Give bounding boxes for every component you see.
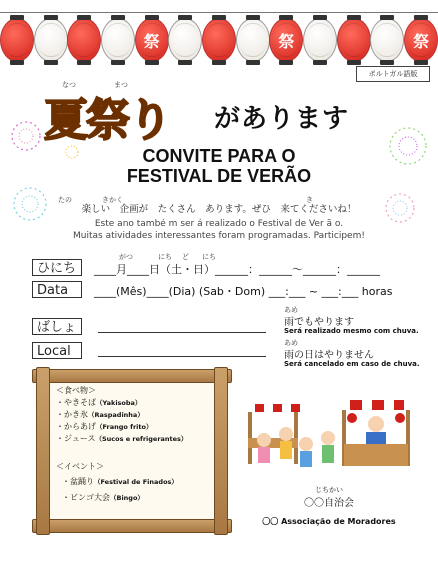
event-header: ＜イベント＞ <box>56 462 104 471</box>
title-main: 夏祭り <box>44 95 170 146</box>
lantern-matsuri: 祭 <box>404 18 438 62</box>
festival-stalls-illustration <box>240 394 418 474</box>
food-item: ・やきそば（Yakisoba） <box>56 398 142 407</box>
place-label-pt: Local <box>32 342 82 359</box>
intro-japanese: 楽しい 企画が たくさん あります。ぜひ 来てくださいね！ <box>81 204 357 215</box>
event-item: ・盆踊り（Festival de Finados） <box>62 477 178 486</box>
board-plank-bottom <box>32 519 232 533</box>
organizer-ruby: じちかい <box>315 486 343 494</box>
organizer-jp: 〇〇自治会 <box>304 498 354 509</box>
language-badge: ポルトガル語版 <box>356 66 430 82</box>
food-item: ・かき氷（Raspadinha） <box>56 410 144 419</box>
menu-board <box>32 367 232 535</box>
lantern-matsuri: 祭 <box>269 18 303 62</box>
ruby-day: にち <box>158 253 172 261</box>
board-plank-top <box>32 369 232 383</box>
date-field-pt[interactable]: ____(Mês)____(Dia) (Sab・Dom) ___:___ ~ ___:___ horas <box>94 285 393 298</box>
stall-right-icon <box>340 400 412 466</box>
place-field-jp[interactable] <box>98 332 266 333</box>
ruby-saturday: ど <box>182 253 189 261</box>
event-section <box>56 461 178 504</box>
lantern-matsuri: 祭 <box>135 18 169 62</box>
intro-portuguese-2: Muitas atividades interessantes foram programadas. Participem! <box>73 231 365 241</box>
rain-yes-pt: Será realizado mesmo com chuva. <box>284 327 419 335</box>
food-item: ・からあげ（Frango frito） <box>56 422 153 431</box>
date-field-jp[interactable]: ____月____日（土・日）______：______〜______：______ <box>94 263 380 276</box>
title-furigana-matsu: まつ <box>114 81 128 89</box>
convite-line-1: CONVITE PARA O <box>142 146 296 166</box>
date-label-jp: ひにち <box>32 259 82 276</box>
ruby-month: がつ <box>119 253 133 261</box>
title-sub: があります <box>214 104 350 134</box>
title-furigana-natsu: なつ <box>62 81 76 89</box>
intro-ruby-kikaku: きかく <box>102 196 123 204</box>
food-section <box>56 385 187 445</box>
board-plank-left <box>36 367 50 535</box>
intro-portuguese-1: Este ano també m ser á realizado o Festival de Ver ã o. <box>94 219 344 229</box>
intro-ruby-ki: き <box>306 196 313 204</box>
rain-yes-ruby: あめ <box>284 306 298 314</box>
food-header: ＜食べ物＞ <box>56 386 96 395</box>
event-item: ・ビンゴ大会（Bingo） <box>62 493 144 502</box>
rain-no-pt: Será cancelado em caso de chuva. <box>284 360 420 368</box>
ruby-sunday: にち <box>202 253 216 261</box>
intro-ruby-tano: たの <box>58 196 72 204</box>
place-label-jp: ばしょ <box>32 318 82 335</box>
convite-line-2: FESTIVAL DE VERÃO <box>126 166 312 186</box>
rain-no-jp: 雨の日はやりません <box>284 350 374 361</box>
rain-no-ruby: あめ <box>284 339 298 347</box>
board-plank-right <box>214 367 228 535</box>
food-item: ・ジュース（Sucos e refrigerantes） <box>56 434 188 443</box>
rain-yes-jp: 雨でもやります <box>284 317 354 328</box>
organizer-pt: 〇〇 Associação de Moradores <box>262 517 396 526</box>
date-label-pt: Data <box>32 281 82 298</box>
place-field-pt[interactable] <box>98 356 266 357</box>
